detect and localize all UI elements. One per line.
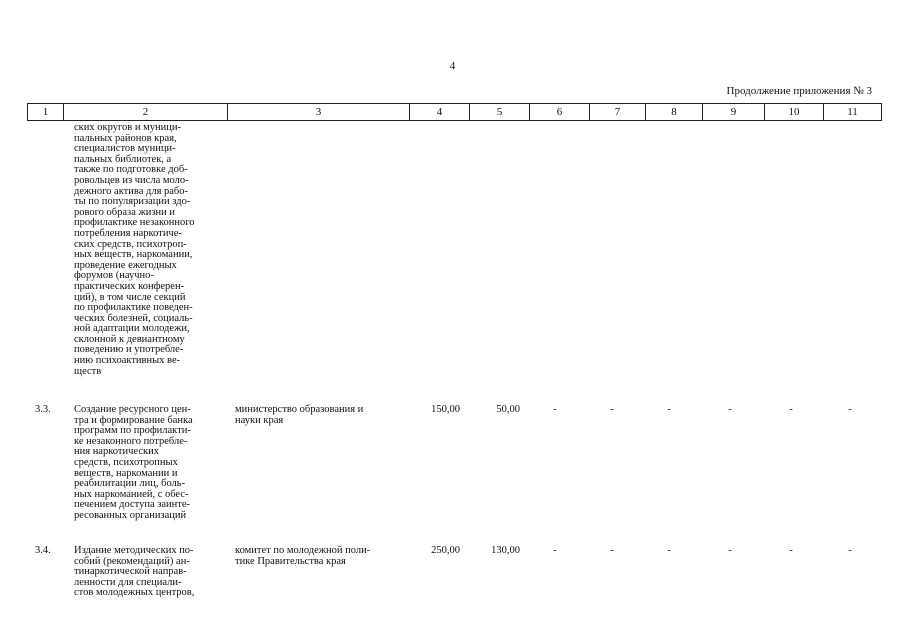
cell-col-10: - <box>789 545 793 556</box>
column-header-row <box>28 104 882 121</box>
column-header-7: 7 <box>590 104 646 121</box>
column-header-11: 11 <box>824 104 882 121</box>
cell-col-10: - <box>789 404 793 415</box>
cell-col-9: - <box>728 404 732 415</box>
cell-col-11: - <box>848 545 852 556</box>
column-header-1: 1 <box>28 104 64 121</box>
column-header-table <box>27 103 882 121</box>
cell-col-4: 250,00 <box>431 545 460 556</box>
column-header-10: 10 <box>765 104 824 121</box>
column-header-9: 9 <box>703 104 765 121</box>
row-number: 3.3. <box>35 404 51 415</box>
row-description: ских округов и муници- пальных районов края, специалистов муници- пальных библиотек, а также по подготовке доб- ровольцев из числа моло- дежного актива для рабо- ты по популяризации здо- рового образа жизни и профилактике незаконного потребления наркотиче- ских средств, психотроп- ных веществ, наркомании, проведение ежегодных форумов (научно- практических конферен- ций), в том числе секций по профилактике поведен- ческих болезней, социаль- ной адаптации молодежи, склонной к девиантному поведению и употребле- нию психоактивных ве- ществ <box>74 122 195 377</box>
row-executor: комитет по молодежной поли- тике Правительства края <box>235 545 371 567</box>
cell-col-4: 150,00 <box>431 404 460 415</box>
column-header-6: 6 <box>530 104 590 121</box>
row-executor: министерство образования и науки края <box>235 404 364 426</box>
column-header-2: 2 <box>64 104 228 121</box>
cell-col-6: - <box>553 545 557 556</box>
cell-col-7: - <box>610 404 614 415</box>
cell-col-8: - <box>667 404 671 415</box>
cell-col-8: - <box>667 545 671 556</box>
page-number: 4 <box>449 60 456 72</box>
row-description: Издание методических по- собий (рекомендаций) ан- тинаркотической направ- ленности для специали- стов молодежных центров, <box>74 545 195 599</box>
continuation-label: Продолжение приложения № 3 <box>726 85 872 97</box>
cell-col-9: - <box>728 545 732 556</box>
cell-col-7: - <box>610 545 614 556</box>
cell-col-11: - <box>848 404 852 415</box>
row-description: Создание ресурсного цен- тра и формирование банка программ по профилакти- ке незаконного потребле- ния наркотических средств, психотропных веществ, наркомании и реабилитации лиц, боль- ных наркоманией, с обес- печением доступа заинте- ресованных организаций <box>74 404 193 521</box>
column-header-8: 8 <box>646 104 703 121</box>
column-header-4: 4 <box>410 104 470 121</box>
cell-col-6: - <box>553 404 557 415</box>
cell-col-5: 130,00 <box>491 545 520 556</box>
cell-col-5: 50,00 <box>496 404 520 415</box>
column-header-5: 5 <box>470 104 530 121</box>
column-header-3: 3 <box>228 104 410 121</box>
row-number: 3.4. <box>35 545 51 556</box>
